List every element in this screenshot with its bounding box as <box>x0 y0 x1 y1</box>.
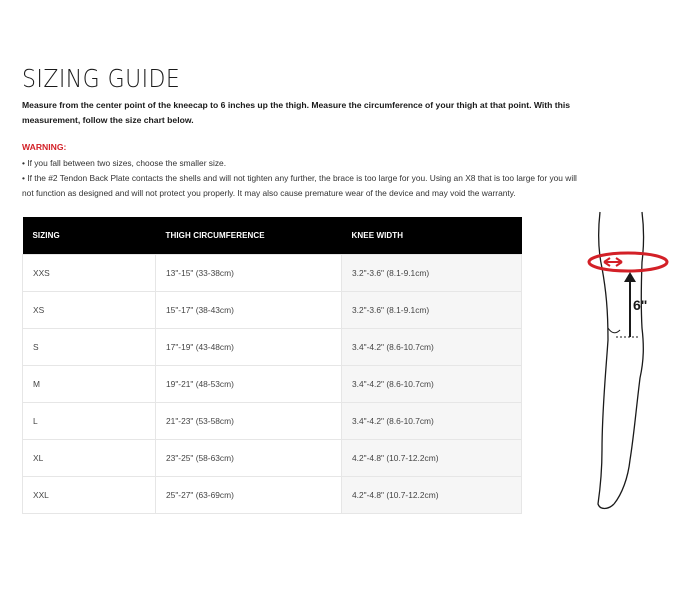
size-cell: XS <box>23 292 156 329</box>
size-cell: S <box>23 329 156 366</box>
knee-cell: 3.2"-3.6" (8.1-9.1cm) <box>342 292 522 329</box>
thigh-cell: 25"-27" (63-69cm) <box>156 477 342 514</box>
size-cell: M <box>23 366 156 403</box>
warning-bullet-2: • If the #2 Tendon Back Plate contacts the shells and will not tighten any further, the brace is too large for you. Using an X8 that is too large for you will not function as designed and will not protect you properly. It may also cause premature wear of the device and may void the warranty. <box>22 173 577 198</box>
thigh-cell: 19"-21" (48-53cm) <box>156 366 342 403</box>
size-cell: XXS <box>23 255 156 292</box>
knee-cell: 4.2"-4.8" (10.7-12.2cm) <box>342 440 522 477</box>
thigh-cell: 21"-23" (53-58cm) <box>156 403 342 440</box>
thigh-cell: 13"-15" (33-38cm) <box>156 255 342 292</box>
header-knee-width: KNEE WIDTH <box>342 217 522 255</box>
header-thigh-circumference: THIGH CIRCUMFERENCE <box>156 217 342 255</box>
table-row <box>23 255 522 292</box>
table-row <box>23 366 522 403</box>
thigh-cell: 23"-25" (58-63cm) <box>156 440 342 477</box>
knee-cell: 3.4"-4.2" (8.6-10.7cm) <box>342 366 522 403</box>
warning-label: WARNING: <box>22 142 67 152</box>
table-header-row <box>23 217 522 255</box>
table-row <box>23 477 522 514</box>
knee-cell: 3.4"-4.2" (8.6-10.7cm) <box>342 329 522 366</box>
knee-cell: 3.4"-4.2" (8.6-10.7cm) <box>342 403 522 440</box>
size-cell: XL <box>23 440 156 477</box>
page-title: SIZING GUIDE <box>22 64 181 93</box>
six-inch-arrow-head <box>624 272 636 282</box>
table-row <box>23 440 522 477</box>
warning-bullet-1: • If you fall between two sizes, choose the smaller size. <box>22 158 227 168</box>
table-row <box>23 403 522 440</box>
table-row <box>23 329 522 366</box>
warning-bullets <box>22 156 582 201</box>
size-cell: XXL <box>23 477 156 514</box>
six-inch-label: 6" <box>633 297 648 313</box>
knee-crease <box>608 328 620 333</box>
leg-outline-front <box>614 212 644 504</box>
intro-text: Measure from the center point of the kneecap to 6 inches up the thigh. Measure the circumference of your thigh at that point. With this measurement, follow the size chart below. <box>22 100 571 125</box>
table-row <box>23 292 522 329</box>
thigh-cell: 17"-19" (43-48cm) <box>156 329 342 366</box>
leg-measurement-diagram <box>586 210 682 516</box>
size-cell: L <box>23 403 156 440</box>
knee-cell: 3.2"-3.6" (8.1-9.1cm) <box>342 255 522 292</box>
size-chart-table <box>22 217 522 514</box>
header-sizing: SIZING <box>23 217 156 255</box>
thigh-cell: 15"-17" (38-43cm) <box>156 292 342 329</box>
knee-cell: 4.2"-4.8" (10.7-12.2cm) <box>342 477 522 514</box>
